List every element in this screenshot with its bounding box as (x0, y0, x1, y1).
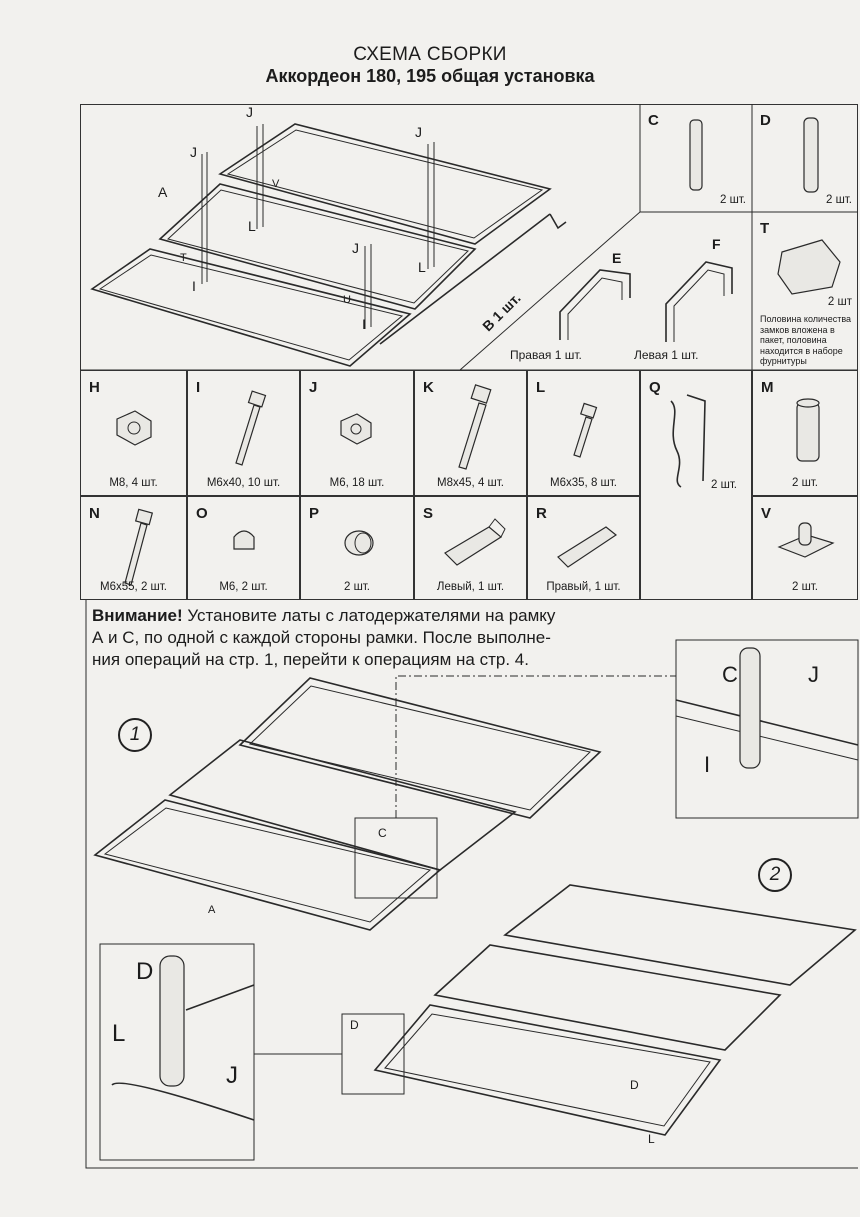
part-h-letter: H (89, 379, 100, 396)
step-2-marker: 2 (758, 858, 792, 892)
overview-label-a: A (158, 184, 168, 200)
part-q-letter: Q (649, 379, 661, 396)
detail-i-label: I (704, 752, 711, 777)
part-n-letter: N (89, 505, 100, 522)
overview-label-j: J (246, 104, 253, 120)
overview-label-l-2: L (418, 259, 426, 275)
part-s-caption: Левый, 1 шт. (436, 581, 505, 593)
part-d-caption: 2 шт. (825, 194, 852, 206)
part-d-letter: D (760, 112, 771, 129)
attention-bold: Внимание! (92, 606, 183, 625)
part-c-letter: C (648, 112, 659, 129)
detail-j-label-2: J (226, 1062, 238, 1089)
overview-label-j-4: J (352, 240, 359, 256)
attention-line1: Установите латы с латодержателями на рамку (182, 606, 556, 625)
part-r-letter: R (536, 505, 547, 522)
part-v-letter: V (761, 505, 772, 522)
part-o-caption: M6, 2 шт. (219, 581, 268, 593)
part-j-letter: J (309, 379, 318, 396)
part-q-caption: 2 шт. (711, 479, 738, 491)
frame-f-letter: F (712, 236, 721, 252)
part-r-caption: Правый, 1 шт. (546, 581, 621, 593)
small-d-label-2: D (630, 1078, 639, 1092)
overview-label-j-3: J (415, 124, 422, 140)
detail-c-label: C (722, 662, 738, 687)
detail-j-label: J (808, 662, 819, 687)
part-i-letter: I (196, 379, 201, 396)
part-k-letter: K (423, 379, 434, 396)
page-title: СХЕМА СБОРКИ (353, 44, 507, 65)
part-l-letter: L (536, 379, 546, 396)
overview-label-i-2: I (362, 316, 366, 332)
part-n-caption: M6x55, 2 шт. (100, 581, 167, 593)
part-l-caption: M6x35, 8 шт. (550, 477, 617, 489)
overview-label-v: V (272, 178, 280, 190)
overview-label-j-2: J (190, 144, 197, 160)
frame-right-caption: Правая 1 шт. (510, 348, 582, 362)
part-t-letter: T (760, 220, 770, 237)
step-1-marker: 1 (118, 718, 152, 752)
overview-label-b: B 1 шт. (479, 289, 524, 335)
part-k-caption: M8x45, 4 шт. (437, 477, 504, 489)
part-t-caption: 2 шт (827, 296, 852, 308)
overview-label-l: L (248, 218, 256, 234)
part-v-caption: 2 шт. (791, 581, 818, 593)
part-p-caption: 2 шт. (343, 581, 370, 593)
frame-e-letter: E (612, 250, 622, 266)
overview-label-i: I (192, 278, 196, 294)
small-c-label: C (378, 826, 387, 840)
part-o-letter: O (196, 505, 208, 522)
overview-label-t: T (180, 252, 187, 264)
part-p-letter: P (309, 505, 320, 522)
page-subtitle: Аккордеон 180, 195 общая установка (265, 66, 595, 86)
part-m-caption: 2 шт. (791, 477, 818, 489)
part-s-letter: S (423, 505, 434, 522)
part-t-note: Половина количества замков вложена в пакет, половина находится в наборе фурнитуры (760, 314, 852, 366)
part-h-caption: M8, 4 шт. (109, 477, 158, 489)
frame-left-caption: Левая 1 шт. (634, 348, 699, 362)
attention-line3: ния операций на стр. 1, перейти к операциям на стр. 4. (92, 650, 529, 669)
part-c-caption: 2 шт. (719, 194, 746, 206)
part-i-caption: M6x40, 10 шт. (206, 477, 281, 489)
small-l-label: L (648, 1132, 655, 1146)
part-j-caption: M6, 18 шт. (329, 477, 385, 489)
small-d-label: D (350, 1018, 359, 1032)
detail-d-label: D (136, 958, 154, 985)
detail-l-label: L (112, 1020, 126, 1047)
part-m-letter: M (761, 379, 774, 396)
overview-label-u: U (343, 294, 351, 306)
attention-line2: А и С, по одной с каждой стороны рамки. После выполне- (92, 628, 551, 647)
step1-frame-letter: A (208, 904, 216, 916)
